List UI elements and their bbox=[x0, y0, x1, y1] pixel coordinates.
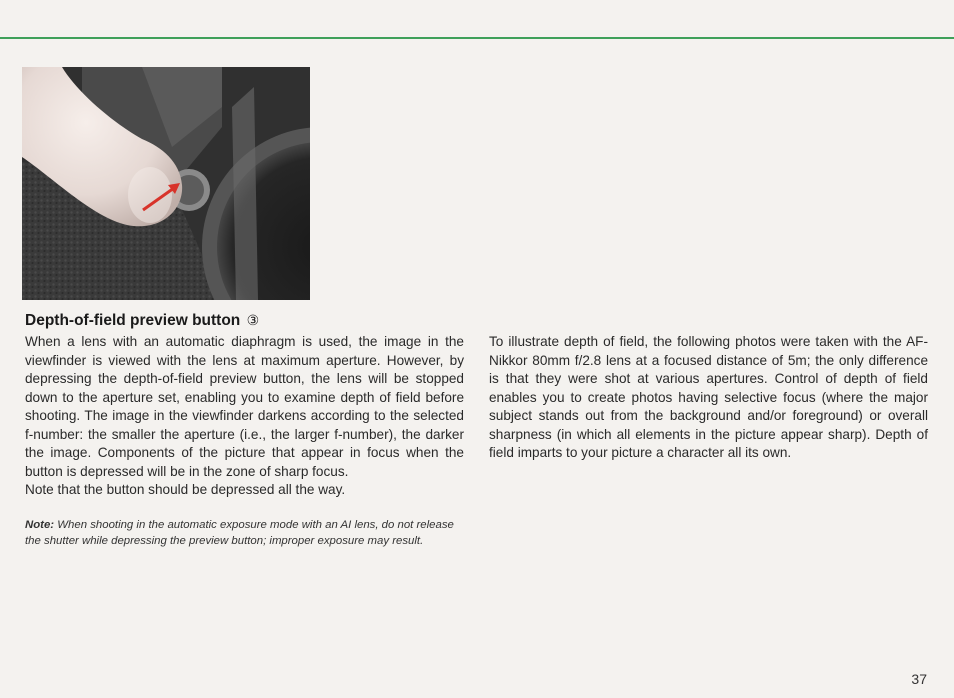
top-rule bbox=[0, 37, 954, 39]
left-paragraph: When a lens with an automatic diaphragm is used, the image in the viewfinder is viewed with the lens at maximum aperture. However, by depressing the depth-of-field preview button, the lens will be stopped down to the aperture set, enabling you to examine depth of field before shooting. The image in the viewfinder darkens according to the selected f-number: the smaller the aperture (i.e., the larger f-number), the darker the image. Components of the picture that appear in focus when the button is depressed will be in the zone of sharp focus. bbox=[25, 334, 464, 479]
note bbox=[25, 517, 464, 549]
note-label: Note: bbox=[25, 519, 55, 531]
camera-photo bbox=[22, 67, 310, 300]
left-body-text bbox=[25, 333, 464, 500]
heading-title: Depth-of-field preview button bbox=[25, 312, 241, 329]
page-number: 37 bbox=[911, 671, 927, 687]
right-body-text: To illustrate depth of field, the following photos were taken with the AF-Nikkor 80mm f/2.8 lens at a focused distance of 5m; the only difference is that they were shot at various apertures. Control of depth of field enables you to create photos having selective focus (where the major subject stands out from the background and/or foreground) or overall sharpness (in which all elements in the picture appear sharp). Depth of field imparts to your picture a character all its own. bbox=[489, 334, 928, 460]
note-text: When shooting in the automatic exposure mode with an AI lens, do not release the shutter while depressing the preview button; improper exposure may result. bbox=[25, 519, 454, 547]
section-heading bbox=[25, 312, 465, 330]
callout-marker: ③ bbox=[246, 312, 260, 328]
left-paragraph: Note that the button should be depressed all the way. bbox=[25, 482, 346, 497]
